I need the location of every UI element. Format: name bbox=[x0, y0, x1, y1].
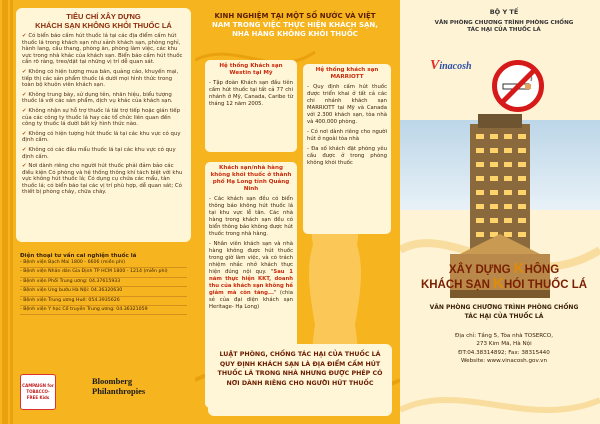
hotline-text: - Bệnh viện Trung ương Huế: 054.3935626 bbox=[20, 297, 120, 305]
publisher-name-line1: VĂN PHÒNG CHƯƠNG TRÌNH PHÒNG CHỐNG bbox=[429, 304, 579, 311]
criteria-text: Có biển báo cấm hút thuốc lá tại các địa điểm cấm hút thuốc lá trong khách sạn như sảnh khách sạn, phòng nghỉ, hành lang, cầu thang, phòng ăn, phòng làm việc, các khu vực trong nhà khác của khách sạn. Biển báo cấm hút thuốc cần rõ ràng, treo/dặt tại những vị trí dễ quan sát. bbox=[22, 33, 183, 66]
hotline-item bbox=[20, 306, 187, 315]
checkmark-icon: ✔ bbox=[22, 68, 29, 75]
experience-header-line3: NHÀ HÀNG KHÔNG KHÓI THUỐC bbox=[232, 30, 358, 38]
criteria-item bbox=[22, 92, 185, 105]
marriott-text: - Có nơi dành riêng cho người hút ở ngoài tòa nhà bbox=[307, 129, 387, 142]
campaign-logo bbox=[20, 374, 56, 410]
hotline-item bbox=[20, 278, 187, 287]
hotline-text: - Bệnh viện Bạch Mai 1800 - 6606 (miễn phí) bbox=[20, 259, 125, 267]
title-k-letter: K bbox=[513, 260, 525, 277]
criteria-item bbox=[22, 147, 185, 160]
decorative-stripe bbox=[2, 0, 8, 424]
checkmark-icon: ✔ bbox=[22, 91, 29, 98]
criteria-item bbox=[22, 69, 185, 89]
checkmark-icon: ✔ bbox=[22, 146, 29, 153]
law-text: LUẬT PHÒNG, CHỐNG TÁC HẠI CỦA THUỐC LÁ QUY ĐỊNH KHÁCH SẠN LÀ ĐỊA ĐIỂM CẤM HÚT THUỐC LÁ TRONG NHÀ NHƯNG ĐƯỢC PHÉP CÓ NƠI DÀNH RIÊNG CHO NGƯỜI HÚT THUỐC bbox=[217, 351, 383, 387]
title-text: XÂY DỰNG bbox=[448, 264, 514, 276]
office-name-line2: TÁC HẠI CỦA THUỐC LÁ bbox=[467, 27, 541, 33]
criteria-text: Nơi dành riêng cho người hút thuốc phải đảm bảo các điều kiện Có phòng và hệ thống thông khí tách biệt với khu vực không hút thuốc lá; Có dụng cụ chứa các mẩu, tàn thuốc lá; có biển báo tại các vị trí phù hợp, dễ quan sát; Có thiết bị phòng cháy, chữa cháy. bbox=[22, 163, 183, 196]
hotline-title: Điện thoại tư vấn cai nghiện thuốc lá bbox=[20, 253, 137, 259]
vinacosh-logo-v: V bbox=[430, 58, 440, 73]
halong-quote-open: " bbox=[266, 269, 274, 275]
vinacosh-logo bbox=[430, 58, 492, 80]
hotline-item bbox=[20, 259, 187, 268]
criteria-item bbox=[22, 131, 185, 144]
hotline-item bbox=[20, 297, 187, 306]
hotline-text: - Bệnh viện Ung bướu Hà Nội: 04.36320630 bbox=[20, 287, 122, 295]
publisher-name-line2: TÁC HẠI CỦA THUỐC LÁ bbox=[464, 312, 544, 320]
criteria-title-line1: TIÊU CHÍ XÂY DỰNG bbox=[66, 12, 141, 21]
halong-text bbox=[209, 241, 293, 311]
marriott-text: - Đa số khách đặt phòng yêu cầu được ở trong phòng không khói thuốc bbox=[307, 146, 387, 166]
criteria-title bbox=[22, 12, 185, 30]
no-smoking-icon bbox=[492, 60, 544, 112]
brochure-title-line1 bbox=[412, 262, 596, 277]
vinacosh-logo-text: inacosh bbox=[439, 61, 472, 72]
hotline-text: - Bệnh viện Nhân dân Gia Định TP HCM 1800 - 1214 (miễn phí) bbox=[20, 268, 168, 276]
checkmark-icon: ✔ bbox=[22, 107, 29, 114]
website: Website: www.vinacosh.gov.vn bbox=[460, 358, 547, 365]
decorative-stripe bbox=[10, 0, 13, 424]
address-line1: Địa chỉ: Tầng 5, Tòa nhà TOSERCO, bbox=[455, 333, 553, 339]
publisher-name bbox=[412, 304, 596, 321]
title-text: KHÁCH SẠN bbox=[420, 279, 494, 291]
criteria-title-line2: KHÁCH SẠN KHÔNG KHÓI THUỐC LÁ bbox=[35, 21, 172, 30]
brochure-title-line2 bbox=[412, 277, 596, 292]
criteria-text: Không trung bày, sử dụng tên, nhãn hiệu, biểu tượng thuốc lá với các sản phẩm, dịch vụ khác của khách sạn. bbox=[22, 91, 173, 105]
westin-text: - Tập đoàn Khách sạn đầu tiên cấm hút thuốc tại tất cả 77 chi nhánh ở Mỹ, Canada, Caribe từ tháng 12 năm 2005. bbox=[209, 80, 293, 107]
bloomberg-logo-line2: Philanthropies bbox=[92, 386, 146, 396]
hotline-item bbox=[20, 287, 187, 296]
criteria-item bbox=[22, 108, 185, 128]
title-text: HÓI THUỐC LÁ bbox=[503, 279, 588, 291]
marriott-box bbox=[303, 64, 391, 234]
halong-quote: Sau 1 năm thực hiện KKT, doanh thu của khách sạn không hề giảm mà còn tăng... bbox=[209, 269, 293, 296]
halong-title: Khách sạn/nhà hàng không khói thuốc ở thành phố Hạ Long tỉnh Quảng Ninh bbox=[210, 165, 292, 192]
title-text: HÔNG bbox=[524, 264, 560, 276]
checkmark-icon: ✔ bbox=[22, 33, 29, 39]
criteria-text: Không có hiện tượng mua bán, quảng cáo, khuyến mại, tiếp thị các sản phẩm thuốc lá dưới mọi hình thức trong toàn bộ khuôn viên khách sạn. bbox=[22, 68, 179, 89]
halong-text-part: - Nhân viên khách sạn và nhà hàng không được hút thuốc trong giờ làm việc, và có trách nhiệm nhắc nhở khách thực hiện đúng nội quy. bbox=[209, 241, 293, 275]
bloomberg-logo bbox=[92, 376, 188, 396]
office-name bbox=[412, 20, 596, 34]
campaign-logo-text: CAMPAIGN for TOBACCO-FREE Kids bbox=[22, 383, 54, 400]
ministry-header bbox=[412, 8, 596, 34]
hotline-item bbox=[20, 268, 187, 277]
law-callout bbox=[208, 344, 392, 416]
ministry-name: BỘ Y TẾ bbox=[489, 8, 519, 16]
criteria-item bbox=[22, 33, 185, 66]
bloomberg-logo-line1: Bloomberg bbox=[92, 376, 133, 386]
publisher-contact bbox=[412, 332, 596, 366]
phone-fax: ĐT:04.38314892; Fax: 38315440 bbox=[458, 349, 550, 356]
experience-header-line1: KINH NGHIỆM TẠI MỘT SỐ NƯỚC VÀ VIỆT bbox=[214, 12, 376, 20]
marriott-title: Hệ thống khách sạn MARRIOTT bbox=[315, 67, 379, 80]
criteria-item bbox=[22, 163, 185, 196]
halong-text: - Các khách sạn đều có biển thông báo không hút thuốc lá tại khu vực lễ tân. Các nhà hàng trong khách sạn đều có biển thông báo không được hút thuốc trong nhà hàng. bbox=[209, 196, 293, 237]
westin-box bbox=[205, 60, 297, 152]
checkmark-icon: ✔ bbox=[22, 130, 29, 137]
address-line2: 273 Kim Mã, Hà Nội bbox=[476, 341, 532, 348]
criteria-card bbox=[16, 8, 191, 242]
brochure-title bbox=[412, 262, 596, 292]
hotel-building-image bbox=[450, 104, 550, 334]
halong-quote-source: " (chia sẻ của đại diện khách sạn Heritage- Hạ Long) bbox=[209, 290, 293, 310]
westin-title: Hệ thống Khách sạn Westin tại Mỹ bbox=[219, 63, 283, 76]
hotline-text: - Bệnh viện Phổi Trung ương: 04.37615933 bbox=[20, 278, 120, 286]
criteria-text: Không nhận sự hỗ trợ thuốc lá tài trợ tiếp hoặc gián tiếp của các công ty thuốc lá hay các tổ chức liên quan đến công ty thuốc lá dưới bất kỳ hình thức nào. bbox=[22, 107, 181, 128]
marriott-text: - Quy định cấm hút thuốc được triển khai ở tất cả các chi nhánh khách sạn MARRIOTT tại Mỹ và Canada với 2.300 khách sạn, tòa nhà và 400.000 phòng. bbox=[307, 84, 387, 125]
experience-header bbox=[200, 12, 390, 39]
criteria-text: Không có các đầu mẩu thuốc lá tại các khu vực có quy định cấm. bbox=[22, 146, 176, 160]
office-name-line1: VĂN PHÒNG CHƯƠNG TRÌNH PHÒNG CHỐNG bbox=[434, 20, 574, 26]
experience-header-line2: NAM TRONG VIỆC THỰC HIỆN KHÁCH SẠN, bbox=[212, 21, 378, 29]
criteria-text: Không có hiện tượng hút thuốc lá tại các khu vực có quy định cấm. bbox=[22, 130, 181, 144]
checkmark-icon: ✔ bbox=[22, 163, 29, 170]
title-k-letter: K bbox=[493, 275, 504, 292]
hotline-text: - Bệnh viện Y học Cổ truyền Trung ương: 04.36321059 bbox=[20, 306, 148, 314]
